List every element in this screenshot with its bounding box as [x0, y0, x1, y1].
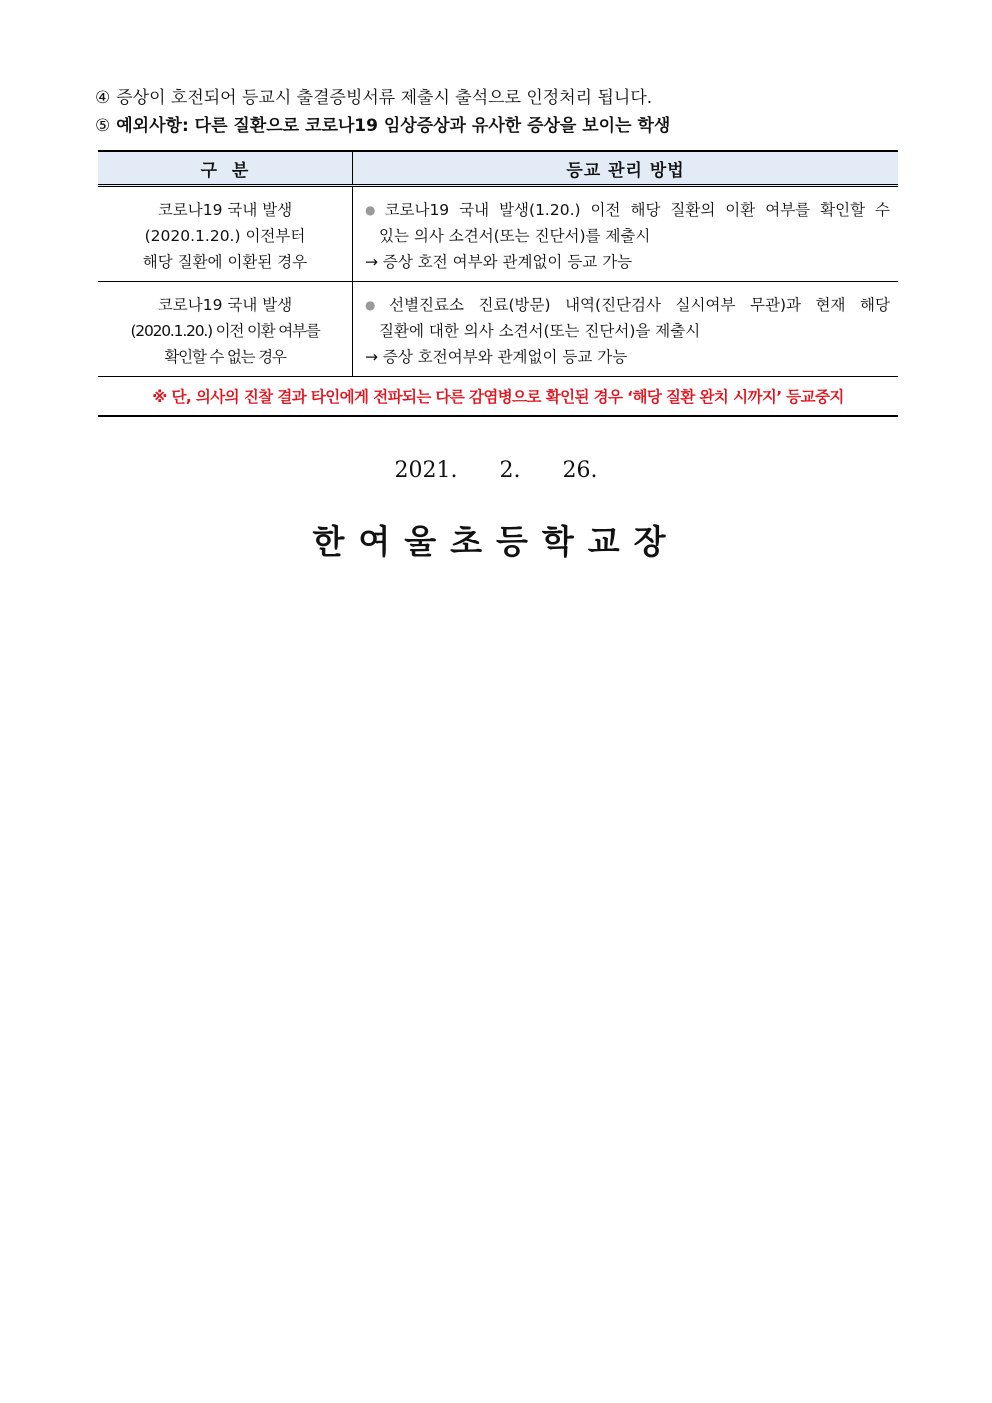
table-header — [98, 152, 898, 187]
item-4-text: 증상이 호전되어 등교시 출결증빙서류 제출시 출석으로 인정처리 됩니다. — [116, 88, 653, 108]
row-2-method-line: 질환에 대한 의사 소견서(또는 진단서)을 제출시 — [379, 322, 701, 340]
row-2-method-result: → 증상 호전여부와 관계없이 등교 가능 — [365, 348, 628, 366]
row-1-category-line: 해당 질환에 이환된 경우 — [142, 253, 308, 271]
header-method: 등교 관리 방법 — [352, 152, 898, 184]
row-2-category-line: 확인할 수 없는 경우 — [164, 348, 286, 366]
item-5 — [95, 115, 670, 137]
row-1-category-line: (2020.1.20.) 이전부터 — [144, 227, 306, 245]
bullet-icon: ● — [365, 203, 381, 217]
header-category: 구 분 — [200, 160, 250, 181]
row-2-method-line — [365, 292, 890, 318]
row-2-category-line: 코로나19 국내 발생 — [157, 296, 293, 314]
row-1-method-result: → 증상 호전 여부와 관계없이 등교 가능 — [365, 253, 633, 271]
document-date: 2021. 2. 26. — [394, 458, 598, 483]
row-2-category-line: (2020.1.20.) 이전 이환 여부를 — [130, 322, 320, 340]
table-row — [98, 187, 898, 282]
item-5-text: 예외사항: 다른 질환으로 코로나19 임상증상과 유사한 증상을 보이는 학생 — [116, 116, 671, 136]
attendance-table — [98, 150, 898, 417]
row-1-method-line: 있는 의사 소견서(또는 진단서)를 제출시 — [379, 227, 651, 245]
row-1-method — [352, 187, 898, 281]
table-row — [98, 282, 898, 377]
row-2-method — [352, 282, 898, 376]
table-note: ※ 단, 의사의 진찰 결과 타인에게 전파되는 다른 감염병으로 확인된 경우 ‘해당 질환 완치 시까지’ 등교중지 — [98, 377, 898, 417]
row-2-category — [98, 282, 352, 376]
school-principal-signature: 한여울초등학교장 — [312, 522, 680, 561]
bullet-icon: ● — [365, 298, 386, 312]
item-4 — [95, 87, 652, 109]
row-1-category — [98, 187, 352, 281]
row-1-category-line: 코로나19 국내 발생 — [157, 201, 293, 219]
item-5-marker: ⑤ — [95, 116, 111, 136]
row-2-method-text: 선별진료소 진료(방문) 내역(진단검사 실시여부 무관)과 현재 해당 — [389, 296, 890, 314]
item-4-marker: ④ — [95, 88, 111, 108]
row-1-method-text: 코로나19 국내 발생(1.20.) 이전 해당 질환의 이환 여부를 확인할 수 — [384, 201, 890, 219]
row-1-method-line — [365, 197, 890, 223]
